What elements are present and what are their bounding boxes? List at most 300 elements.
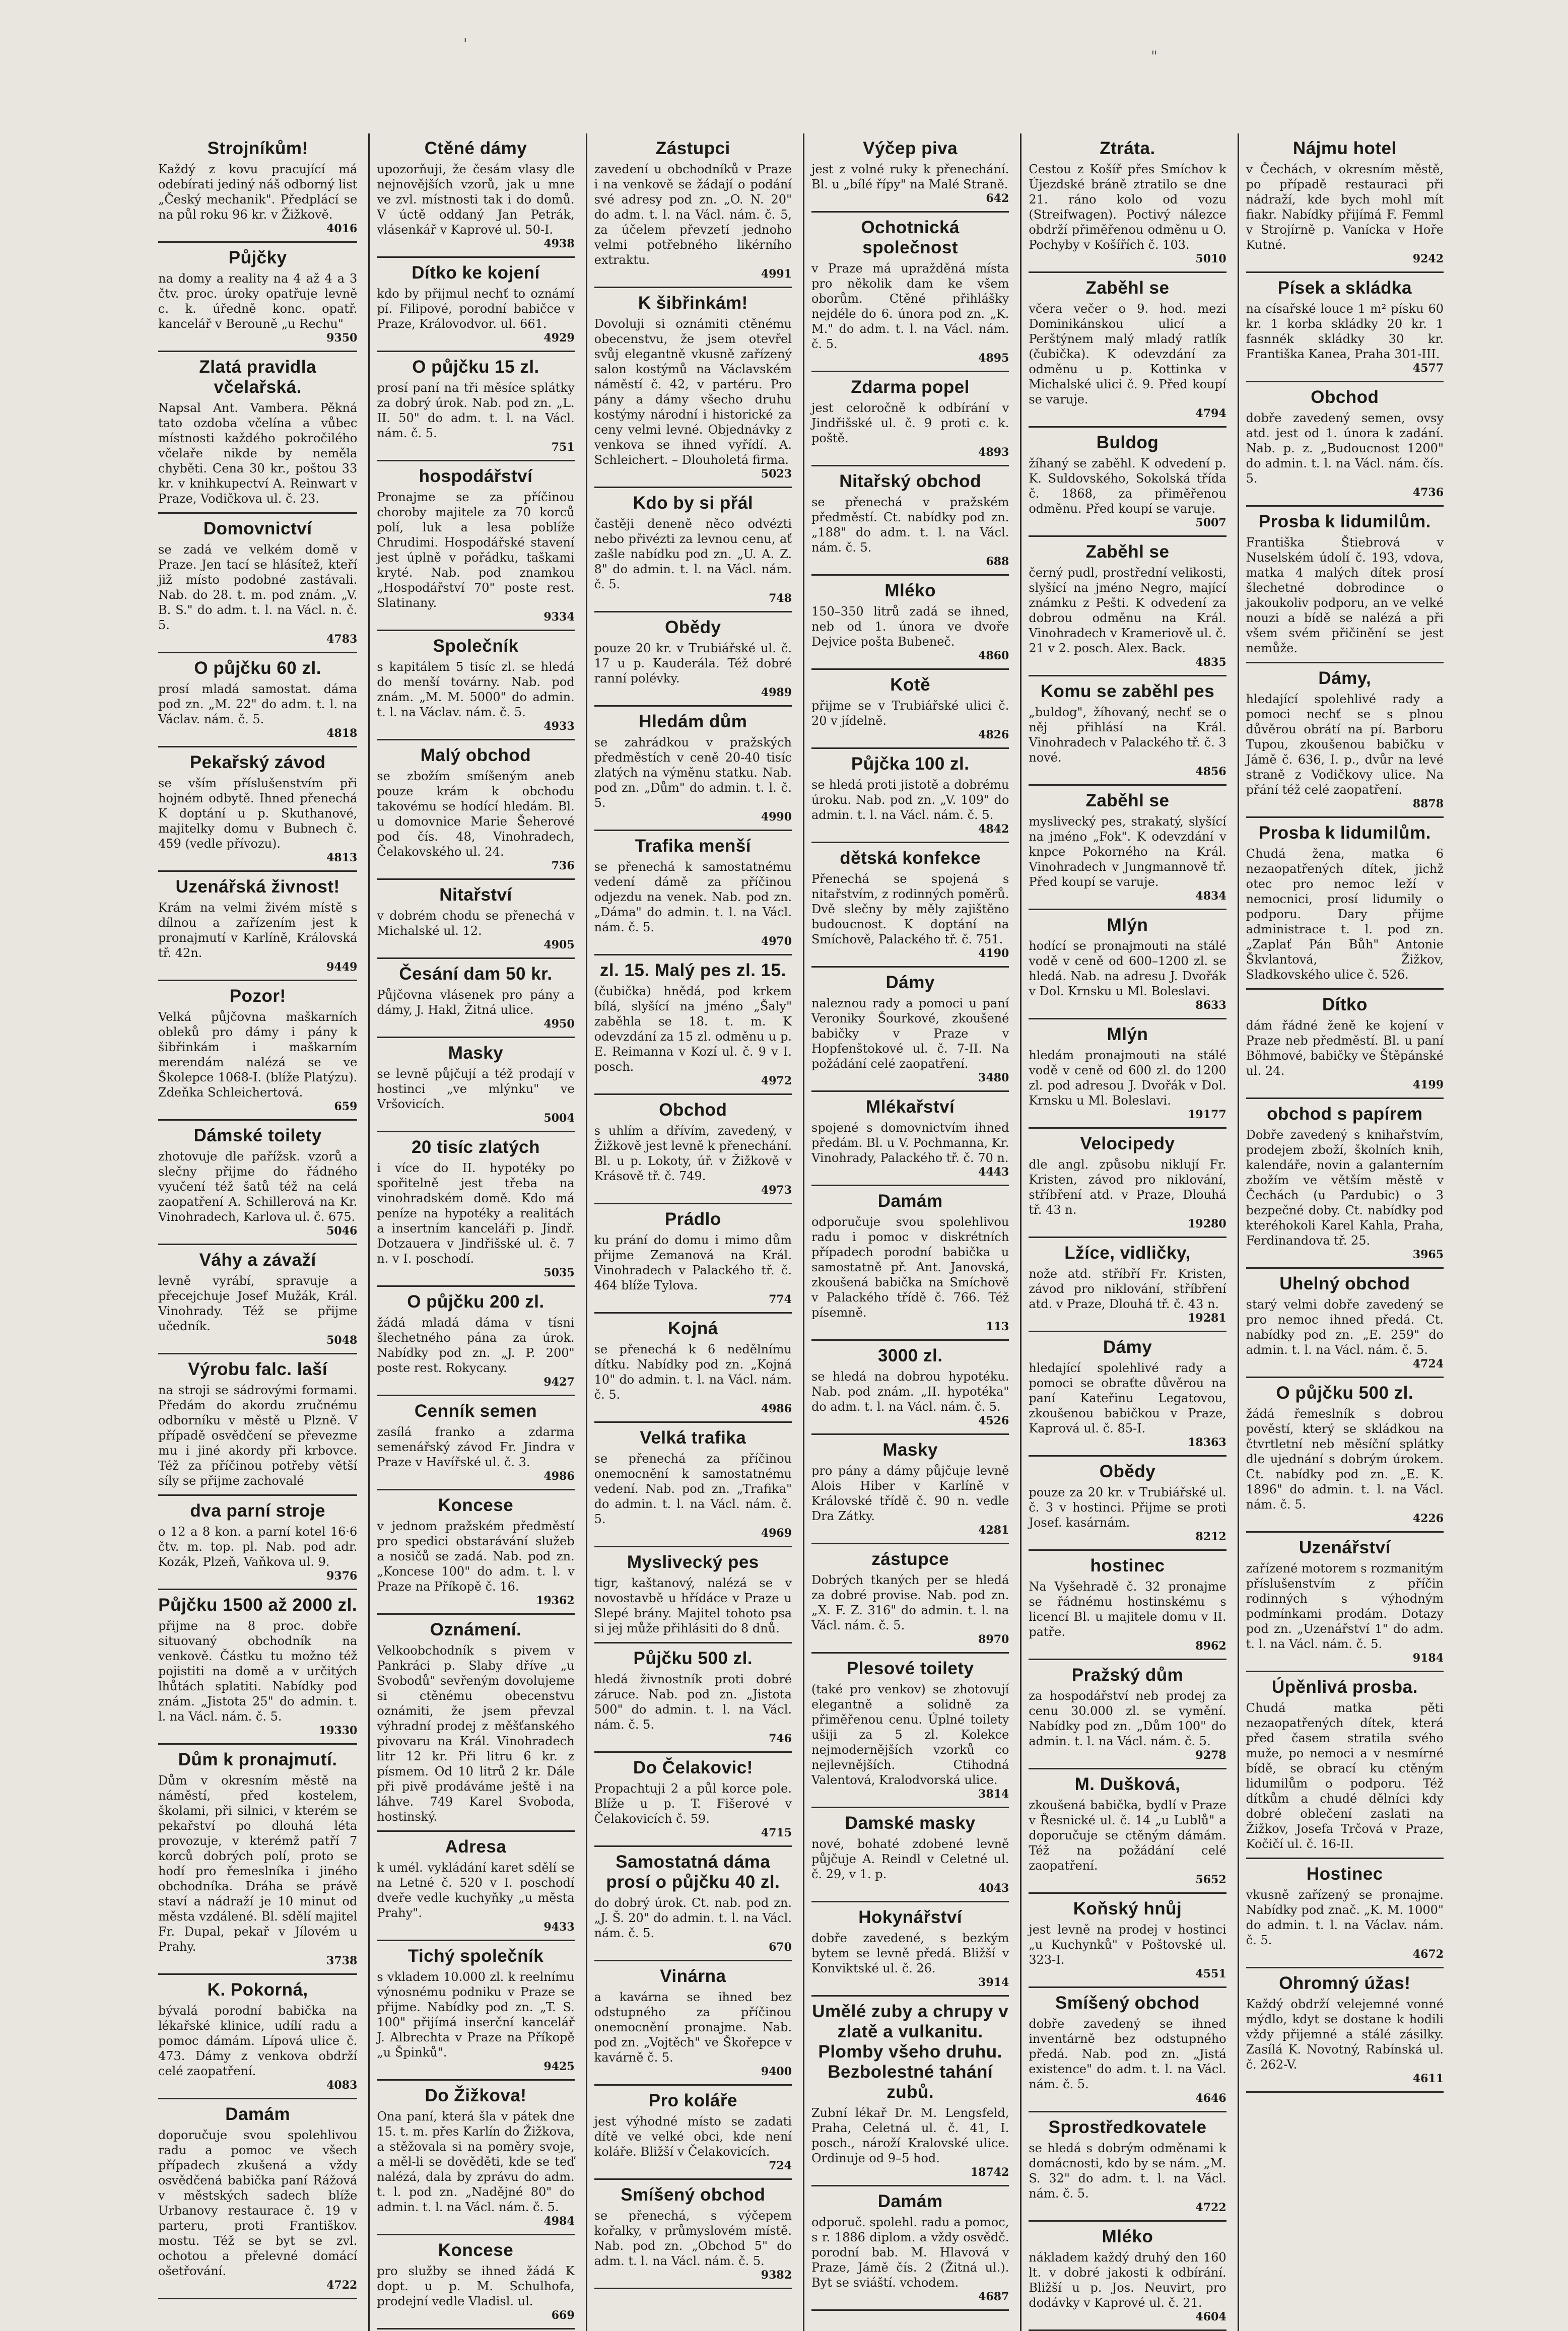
classified-ad <box>377 2235 574 2329</box>
ad-body: se přenechá k samostatnému vedení dámě za příčinou odjezdu na venek. Nab. pod zn. „Dáma" do admin. t. l. na Václ. nám. č. 5. <box>594 860 792 934</box>
ad-heading: Smíšený obchod <box>1055 1993 1200 2013</box>
ad-number: 4611 <box>1412 2072 1444 2085</box>
ad-heading: K šibřinkám! <box>638 293 748 313</box>
ad-heading: Velocipedy <box>1080 1134 1175 1153</box>
classified-ad <box>158 1975 357 2099</box>
ad-body: do dobrý úrok. Ct. nab. pod zn. „J. Š. 20" do admin. t. l. na Václ. nám. č. 5. <box>594 1896 792 1940</box>
ad-heading: Ochotnická společnost <box>861 218 960 257</box>
ad-heading: Dům k pronajmutí. <box>178 1750 337 1769</box>
ad-number: 4986 <box>761 1402 792 1415</box>
classified-ad <box>158 981 357 1121</box>
ad-number: 736 <box>551 859 575 872</box>
ad-number: 4856 <box>1195 765 1226 778</box>
ad-heading: Buldog <box>1096 433 1159 452</box>
ad-number: 9376 <box>326 1569 358 1583</box>
ad-heading: Koňský hnůj <box>1073 1899 1182 1918</box>
classified-ad <box>594 488 792 612</box>
ad-number: 9449 <box>326 961 358 974</box>
ad-body: dobře zavedený semen, ovsy atd. jest od 1. února k zadání. Nab. p. z. „Budoucnost 1200" do admin. t. l. na Václ. nám. čís. 5. <box>1246 411 1444 486</box>
ad-number: 4016 <box>326 222 358 235</box>
ad-body: zhotovuje dle pařížsk. vzorů a slečny přijme do řádného vyučení též šatů též na celá zaopatření A. Schillerová na Kr. Vinohradech, Karlova ul. č. 675. <box>158 1149 358 1224</box>
ad-heading: Uhelný obchod <box>1279 1274 1410 1293</box>
ad-body: se zadá ve velkém domě v Praze. Jen tací se hlásítež, kteří již místo podobné zastávali. Nab. do 28. t. m. pod znám. „V. B. S." do adm. t. l. na Václ. n. č. 5. <box>158 542 358 632</box>
ad-body: se přenechá za příčinou onemocnění k samostatnému vedení. Nab. pod zn. „Trafika" do admin. t. l. na Václ. nám. č. 5. <box>594 1452 792 1526</box>
classified-ad <box>158 653 357 747</box>
ad-number: 5010 <box>1195 252 1226 265</box>
ad-body: doporučuje svou spolehlivou radu a pomoc ve všech případech zkušená a vždy osvědčená babička paní Rážová v městských sadech blíže Urbanovy restaurace č. 19 v parteru, proti Františkov. mostu. Též se byt se zvl. ochotou a přelevné domácí ošetřování. <box>158 2128 358 2278</box>
classified-ad <box>377 631 574 740</box>
ad-number: 4970 <box>761 935 792 948</box>
ad-heading: Hokynářství <box>858 1907 963 1927</box>
ad-body: Františka Štiebrová v Nuselském údolí č. 193, vdova, matka 4 malých dítek prosí šlechetné dobrodince o jakoukoliv podporu, an ve velké nouzi a bídě se nalézá a při všem svém přičinění se jest nemůže. <box>1246 535 1444 655</box>
ad-body: dám řádné ženě ke kojení v Praze neb předměstí. Bl. u paní Böhmové, babičky ve Štěpánské ul. 24. <box>1246 1018 1444 1078</box>
ad-heading: Zaběhl se <box>1085 542 1170 562</box>
ad-body: starý velmi dobře zavedený se pro nemoc ihned předá. Ct. nabídky pod zn. „E. 259" do admin. t. l. na Václ. nám. č. 5. <box>1246 1297 1444 1357</box>
ad-body: Půjčovna vlásenek pro pány a dámy, J. Hakl, Žitná ulice. <box>377 988 575 1017</box>
ad-body: dobře zavedené, s bezkým bytem se levně předá. Bližší v Konviktské ul. č. 26. <box>811 1931 1009 1975</box>
ad-heading: Do Žižkova! <box>425 2086 527 2105</box>
ad-heading: Ctěné dámy <box>424 139 527 158</box>
ad-heading: Nájmu hotel <box>1292 139 1397 158</box>
classified-ad <box>594 612 792 707</box>
ad-number: 4905 <box>543 938 575 951</box>
ad-number: 19330 <box>318 1724 358 1737</box>
newspaper-classifieds-page <box>151 133 1451 2323</box>
ad-number: 3480 <box>978 1071 1009 1084</box>
classified-ad <box>377 461 574 631</box>
ad-heading: Zlatá pravidla včelařská. <box>199 357 316 397</box>
ad-number: 4715 <box>761 1826 792 1839</box>
ad-number: 4226 <box>1412 1512 1444 1525</box>
classified-ad <box>1029 1551 1226 1660</box>
ad-heading: Pražský dům <box>1071 1665 1184 1685</box>
ad-number: 4835 <box>1195 656 1226 669</box>
classified-ad <box>377 1132 574 1287</box>
classified-ad <box>377 1287 574 1396</box>
classified-ad <box>377 133 574 258</box>
classified-ad <box>158 872 357 981</box>
ad-heading: Do Čelakovic! <box>633 1758 753 1777</box>
ad-heading: Umělé zuby a chrupy v zlatě a vulkanitu. Plomby všeho druhu. Bezbolestné tahání zubů. <box>812 2002 1009 2102</box>
ad-body: přijme na 8 proc. dobře situovaný obchodník na venkově. Částku tu možno též pojistiti na domě a v určitých lhůtách splatiti. Nabídky pod znám. „Jistota 25" do admin. t. l. na Václ. nám. č. 5. <box>158 1619 358 1724</box>
ad-body: Ona paní, která šla v pátek dne 15. t. m. přes Karlín do Žižkova, a stěžovala si na poměry svoje, a měl-li se dověděti, kde se teď nalézá, dala by zprávu do adm. t. l. pod zn. „Nadějné 80" do admin. t. l. na Václ. nám. č. 5. <box>377 2109 575 2214</box>
ad-heading: K. Pokorná, <box>207 1980 308 2000</box>
ad-heading: Mléko <box>1102 2227 1153 2246</box>
ad-number: 8878 <box>1412 797 1444 810</box>
classified-ad <box>1029 133 1226 273</box>
ad-number: 4834 <box>1195 889 1226 903</box>
ad-heading: Pro koláře <box>648 2091 737 2110</box>
classified-ad <box>1029 428 1226 537</box>
ad-heading: Lžíce, vidličky, <box>1064 1243 1191 1263</box>
ad-body: prosí mladá samostat. dáma pod zn. „M. 22" do adm. t. l. na Václav. nám. č. 5. <box>158 682 358 726</box>
ad-number: 4672 <box>1412 1948 1444 1961</box>
classified-ad <box>1246 663 1444 818</box>
classified-ad <box>1029 786 1226 910</box>
ad-body: jest celoročně k odbírání v Jindřišské ul. č. 9 proti c. k. poště. <box>811 401 1009 445</box>
ad-body: nože atd. stříbří Fr. Kristen, závod pro niklování, stříbření atd. v Praze, Dlouhá tř. č. 43 n. <box>1029 1267 1226 1311</box>
ad-body: v jednom pražském předměstí pro spedici obstarávání služeb a nosičů se zadá. Nab. pod zn. „Koncese 100" do adm. t. l. v Praze na Příkopě č. 16. <box>377 1519 575 1594</box>
ad-body: hledající spolehlivé rady a pomoci nechť se s plnou důvěrou obrátí na pí. Barboru Tupou, zkoušenou babičku v Jámě č. 636, I. p., dvůr na levé straně z Vodičkovy ulice. Na přání též celé zaopatření. <box>1246 692 1444 797</box>
ad-number: 4604 <box>1195 2310 1226 2323</box>
ad-body: ku prání do domu i mimo dům přijme Zemanová na Král. Vinohradech v Palackého tř. č. 464 blíže Tylova. <box>594 1233 792 1292</box>
classified-ad <box>811 133 1009 213</box>
ad-body: žádá mladá dáma v tísni šlechetného pána za úrok. Nabídky pod zn. „J. P. 200" poste rest. Rokycany. <box>377 1316 575 1375</box>
classified-ad <box>158 352 357 514</box>
ad-body: zkoušená babička, bydlí v Praze v Řesnické ul. č. 14 „u Lublů" a doporučuje se ctěným dámám. Též na požádání celé zaopatření. <box>1029 1798 1226 1873</box>
ad-body: se přenechá k 6 nedělnímu dítku. Nabídky pod zn. „Kojná 10" do admin. t. l. na Václ. nám. č. 5. <box>594 1342 792 1402</box>
ad-number: 4973 <box>761 1184 792 1197</box>
ad-number: 4990 <box>761 810 792 824</box>
ad-body: se vším příslušenstvím při hojném odbytě. Ihned přenechá K doptání u p. Skuthanové, majitelky domu v Bubnech č. 459 (vedle přívozu). <box>158 776 358 851</box>
ad-heading: Malý obchod <box>420 745 531 765</box>
ad-heading: Výrobu falc. laší <box>188 1359 328 1379</box>
classified-ad <box>811 1092 1009 1186</box>
ad-body: Každý z kovu pracující má odebírati jediný náš odborný list „Český mechanik". Předplácí se na půl roku 96 kr. v Žižkově. <box>158 162 358 222</box>
ad-body: se přenechá, s výčepem kořalky, v průmyslovém místě. Nab. pod zn. „Obchod 5" do adm. t. l. na Václ. nám. č. 5. <box>594 2209 792 2268</box>
classified-ad <box>594 1423 792 1547</box>
ad-body: dobře zavedený se ihned inventárně bez odstupného předá. Nab. pod zn. „Jistá existence" do adm. t. l. na Václ. nám. č. 5. <box>1029 2017 1226 2091</box>
ad-body: na císařské louce 1 m² písku 60 kr. 1 korba skládky 20 kr. 1 fasnnék skládky 30 kr. Františka Kanea, Praha 301-III. <box>1246 302 1444 361</box>
ad-body: Přenechá se spojená s nitařstvím, z rodinných poměrů. Dvě slečny by měly zajištěno budoucnost. K doptání na Smíchově, Palackého tř. č. 751. <box>811 872 1009 946</box>
ad-body: vkusně zařízený se pronajme. Nabídky pod znač. „K. M. 1000" do admin. t. l. na Václav. nám. č. 5. <box>1246 1888 1444 1947</box>
ad-body: v Čechách, v okresním městě, po případě restauraci při nádraží, kde bych mohl mít fiakr. Nabídky přijímá F. Femml v Strojírně p. Vanícka v Hoře Kutné. <box>1246 162 1444 252</box>
classified-ad <box>811 1435 1009 1544</box>
ad-body: prosí paní na tři měsíce splátky za dobrý úrok. Nab. pod zn. „L. II. 50" do adm. t. l. na Václ. nám. č. 5. <box>377 381 575 440</box>
ad-body: hledá živnostník proti dobré záruce. Nab. pod zn. „Jistota 500" do admin. t. l. na Václ. nám. č. 5. <box>594 1672 792 1732</box>
classified-ad <box>811 466 1009 576</box>
classified-ad <box>811 576 1009 670</box>
classified-ad <box>1029 1769 1226 1894</box>
ad-heading: Úpěnlivá prosba. <box>1271 1677 1418 1697</box>
ad-number: 8962 <box>1195 1639 1226 1653</box>
ad-number: 4724 <box>1412 1357 1444 1370</box>
classified-ad <box>1029 273 1226 428</box>
ad-body: nové, bohaté zdobené levně půjčuje A. Reindl v Celetné ul. č. 29, v 1. p. <box>811 1837 1009 1881</box>
ad-body: myslivecký pes, strakatý, slyšící na jméno „Fok". K odevzdání v knpce Pokorného na Král. Vinohradech v Jungmannově tř. Před koupí se varuje. <box>1029 814 1226 889</box>
ad-heading: Ztráta. <box>1100 139 1155 158</box>
classified-ad <box>1029 1238 1226 1332</box>
ad-number: 4551 <box>1195 1967 1226 1980</box>
ad-body: upozorňuji, že česám vlasy dle nejnovějších vzorů, jak u mne ve zvl. místnosti tak i do domů. V úctě oddaný Jan Petrák, vlásenkář v Kaprové ul. 50-I. <box>377 162 575 237</box>
ad-body: (také pro venkov) se zhotovují elegantně a solidně za přiměřenou cenu. Úplné toilety ušiji za 5 zl. Kolekce nejmodernějších vzorků co nejlevnějších. Ctihodná Valentová, Kralodvorská ulice. <box>811 1682 1009 1787</box>
ad-heading: Plesové toilety <box>846 1659 974 1678</box>
ad-heading: Zástupci <box>655 139 730 158</box>
classified-ad <box>594 1204 792 1314</box>
ad-body: Krám na velmi živém místě s dílnou a zařízením jest k pronajmutí v Karlíně, Královská tř. 42n. <box>158 901 358 960</box>
ad-heading: Kotě <box>890 675 931 695</box>
ad-body: žíhaný se zaběhl. K odvedení p. K. Suldovského, Sokolská třída č. 1868, za přiměřenou odměnu. Před koupí se varuje. <box>1029 456 1226 516</box>
ad-number: 4895 <box>978 352 1009 365</box>
ad-heading: Pekařský závod <box>189 752 326 772</box>
ad-body: pro služby se ihned žádá K dopt. u p. M. Schulhofa, prodejní vedle Vladisl. ul. <box>377 2264 575 2308</box>
ad-number: 4950 <box>543 1017 575 1031</box>
ad-number: 4826 <box>978 728 1009 741</box>
ad-heading: Ohromný úžas! <box>1279 1973 1411 1993</box>
classified-ad <box>811 670 1009 749</box>
ad-number: 9400 <box>761 2065 792 2078</box>
classified-ad <box>811 749 1009 843</box>
classified-ad <box>811 372 1009 466</box>
ad-heading: Komu se zaběhl pes <box>1040 681 1215 701</box>
ad-body: s uhlím a dřívím, zavedený, v Žižkově jest levně k přenechání. Bl. u p. Lokoty, úř. v Žižkově v Krásově tř. č. 749. <box>594 1124 792 1183</box>
classified-ad <box>158 1745 357 1975</box>
ad-heading: Nitařství <box>439 885 512 905</box>
ad-number: 18363 <box>1188 1436 1226 1449</box>
ad-body: přijme se v Trubiářské ulici č. 20 v jídelně. <box>811 699 1009 728</box>
ad-number: 4687 <box>978 2290 1009 2303</box>
ad-heading: Trafika menší <box>635 836 751 856</box>
classified-ad <box>594 1753 792 1847</box>
classified-ad <box>1029 910 1226 1019</box>
ad-body: v Praze má upražděná místa pro několik dam ke všem oborům. Ctěné přihlášky nejdéle do 6. února pod zn. „K. M." do adm. t. l. na Václ. nám. č. 5. <box>811 261 1009 351</box>
column-1 <box>151 133 364 2331</box>
ad-body: Cestou z Košíř přes Smíchov k Újezdské bráně ztratilo se dne 21. ráno kolo od vozu (Streifwagen). Poctivý nálezce obdrží přiměřenou odměnu u O. Pochyby v Košířích č. 103. <box>1029 162 1226 252</box>
ad-number: 4842 <box>978 822 1009 836</box>
classified-ad <box>377 740 574 880</box>
ad-heading: O půjčku 500 zl. <box>1276 1383 1414 1403</box>
ad-heading: dva parní stroje <box>190 1501 325 1521</box>
ad-body: se přenechá v pražském předměstí. Ct. nabídky pod zn. „188" do adm. t. l. na Václ. nám. č. 5. <box>811 495 1009 555</box>
classified-ad <box>1029 1332 1226 1457</box>
ad-body: levně vyrábí, spravuje a přecejchuje Josef Mužák, Král. Vinohrady. Též se přijme učedník. <box>158 1274 358 1333</box>
classified-ad <box>1246 1859 1444 1968</box>
ad-number: 4043 <box>978 1882 1009 1895</box>
ad-body: a kavárna se ihned bez odstupného za příčinou onemocnění pronajme. Nab. pod zn. „Vojtěch" ve Škořepce v kavárně č. 5. <box>594 1990 792 2065</box>
ad-heading: Damám <box>877 2191 943 2211</box>
classified-ad <box>158 1496 357 1590</box>
ad-body: zasílá franko a zdarma semenářský závod Fr. Jindra v Praze v Havířské ul. č. 3. <box>377 1425 575 1469</box>
ad-heading: Výčep piva <box>863 139 958 158</box>
ad-body: o 12 a 8 kon. a parní kotel 16·6 čtv. m. top. pl. Nab. pod adr. Kozák, Plzeň, Vaňkova ul. 9. <box>158 1525 358 1569</box>
ad-heading: Obědy <box>665 618 721 637</box>
classified-ad <box>377 352 574 461</box>
ad-body: hodící se pronajmouti na stálé vodě v ceně od 600–1200 zl. se hledá. Nab. na adresu J. Dvořák v Dol. Krnsku u Ml. Boleslavi. <box>1029 939 1226 998</box>
classified-ad <box>811 1808 1009 1902</box>
classified-ad <box>1246 133 1444 273</box>
ad-number: 4986 <box>543 1470 575 1483</box>
classified-ad <box>594 2180 792 2289</box>
ad-heading: Dámy <box>885 973 935 992</box>
ad-heading: Dítko <box>1322 995 1368 1014</box>
ad-body: Na Vyšehradě č. 32 pronajme se řádnému hostinskému s licencí Bl. u majitele domu v II. patře. <box>1029 1580 1226 1639</box>
ad-heading: Dámské toilety <box>193 1126 322 1145</box>
ad-body: zavedení u obchodníků v Praze i na venkově se žádají o podání své adresy pod zn. „O. N. 20" do adm. t. l. na Václ. nám. č. 5, za účelem převzetí jednoho velmi potřebného likérního extraktu. <box>594 162 792 267</box>
ad-body: za hospodářství neb prodej za cenu 30.000 zl. se vymění. Nabídky pod zn. „Dům 100" do admin. t. l. na Václ. nám. č. 5. <box>1029 1689 1226 1748</box>
ad-body: se zahrádkou v pražských předměstích v ceně 20-40 tisíc zlatých na výměnu statku. Nab. pod zn. „Dům" do admin. t. l. č. 5. <box>594 735 792 810</box>
ad-heading: hostinec <box>1090 1556 1165 1575</box>
ad-number: 8633 <box>1195 999 1226 1012</box>
ad-heading: Vinárna <box>660 1966 726 1986</box>
classified-ad <box>1029 676 1226 786</box>
ad-number: 5023 <box>761 467 792 481</box>
ad-heading: Půjčky <box>228 248 287 267</box>
ad-number: 8970 <box>978 1633 1009 1646</box>
ad-number: 4526 <box>978 1414 1009 1427</box>
classified-ad <box>811 1902 1009 1997</box>
ad-heading: zástupce <box>871 1549 949 1569</box>
classified-ad <box>1029 1129 1226 1238</box>
ad-body: „buldog", žíhovaný, nechť se o něj přihlásí na Král. Vinohradech v Palackého tř. č. 3 nové. <box>1029 705 1226 765</box>
ad-body: odporuč. spolehl. radu a pomoc, s r. 1886 diplom. a vždy osvědč. porodní bab. M. Hlavová v Praze, Jámě čís. 2 (Žitná ul.). Byt se sviáští. vchodem. <box>811 2215 1009 2290</box>
classified-ad <box>1246 1269 1444 1378</box>
ad-heading: Damské masky <box>845 1813 976 1833</box>
ad-heading: Koncese <box>438 2240 514 2260</box>
ad-heading: Hostinec <box>1306 1864 1383 1884</box>
classified-ad <box>158 1590 357 1745</box>
ad-heading: O půjčku 15 zl. <box>412 357 539 377</box>
ad-body: nákladem každý druhý den 160 lt. v dobré jakosti k odbírání. Bližší u p. Jos. Neuvirt, pro dodávky v Kaprové ul. č. 21. <box>1029 2250 1226 2310</box>
ad-number: 5652 <box>1195 1873 1226 1886</box>
ad-number: 9242 <box>1412 252 1444 265</box>
classified-ad <box>594 288 792 488</box>
classified-ad <box>594 1547 792 1643</box>
ad-number: 4893 <box>978 446 1009 459</box>
classified-ad <box>1029 2222 1226 2331</box>
classified-ad <box>1246 990 1444 1099</box>
classified-ad <box>1029 537 1226 676</box>
ad-body: jest výhodné místo se zadati dítě ve velké obci, kde není koláře. Bližší v Čelakovicích. <box>594 2114 792 2159</box>
ad-body: Velkoobchodník s pivem v Pankráci p. Slaby dříve „u Svobodů" sevřeným dovolujeme si ctěnému obecenstvu oznámiti, že jsem převzal výhradní prodej z měšťanského pivovaru na Král. Vinohradech litr 12 kr. Při litru 6 kr. z písmem. Od 10 litrů 2 kr. Dále při pivě prodáváme ještě i na láhve. 749 Karel Svoboda, hostinský. <box>377 1643 575 1824</box>
ad-heading: Prosba k lidumilům. <box>1258 823 1431 843</box>
ad-number: 4736 <box>1412 486 1444 499</box>
ad-number: 5046 <box>326 1224 358 1238</box>
ad-heading: Smíšený obchod <box>621 2185 766 2205</box>
ad-heading: Koncese <box>438 1495 514 1515</box>
classified-ad <box>1246 818 1444 990</box>
ad-number: 5004 <box>543 1112 575 1125</box>
classified-ad <box>1246 1378 1444 1533</box>
ad-body: dle angl. způsobu niklují Fr. Kristen, závod pro niklování, stříbření atd. v Praze, Dlouhá tř. 43 n. <box>1029 1157 1226 1217</box>
ad-body: Dovoluji si oznámiti ctěnému obecenstvu, že jsem otevřel svůj elegantně vkusně zařízený salon kostýmů na Václavském náměstí č. 42, v partéru. Pro pány a dámy všecho druhu kostýmy národní i historické za ceny velmi levné. Objednávky z venkova se ihned vyřídí. A. Schleichert. – Dlouholetá firma. <box>594 317 792 467</box>
ad-heading: O půjčku 60 zl. <box>194 658 321 678</box>
ad-number: 4813 <box>326 851 358 864</box>
ad-body: bývalá porodní babička na lékařské klinice, udílí radu a pomoc dámám. Lípová ulice č. 473. Dámy z venkova obdrží celé zaopatření. <box>158 2004 358 2078</box>
classified-ad <box>377 258 574 352</box>
ad-body: Dobrých tkaných per se hledá za dobré provise. Nab. pod zn. „X. F. Z. 316" do admin. t. l. na Václ. nám. č. 5. <box>811 1573 1009 1632</box>
ad-number: 19281 <box>1188 1312 1226 1325</box>
ad-body: Velká půjčovna maškarních obleků pro dámy i pány k šibřinkám i maškarním merendám nalézá se ve Školepce 1068-I. (blíže Platýzu). Zdeňka Schleichertová. <box>158 1010 358 1100</box>
ad-heading: Uzenářská živnost! <box>175 877 340 897</box>
ad-body: pouze za 20 kr. v Trubiářské ul. č. 3 v hostinci. Přijme se proti Josef. kasárnám. <box>1029 1485 1226 1530</box>
ad-heading: obchod s papírem <box>1267 1104 1423 1124</box>
ad-number: 4794 <box>1195 407 1226 420</box>
ad-body: na stroji se sádrovými formami. Předám do akordu zručnému odborníku v městě u Plzně. V případě osvědčení se převezme mu i jiné akordy při krbovce. Též za příčinou potřeby větší síly se přijme zachovalé <box>158 1383 358 1488</box>
ad-number: 4929 <box>543 331 575 345</box>
ad-heading: M. Dušková, <box>1074 1774 1181 1794</box>
classified-ad <box>377 1396 574 1490</box>
classified-ad <box>594 1643 792 1753</box>
ad-number: 4083 <box>326 2079 358 2092</box>
ad-heading: Prosba k lidumilům. <box>1258 512 1431 531</box>
ad-number: 4577 <box>1412 362 1444 375</box>
ad-heading: Pozor! <box>229 986 286 1006</box>
classified-ad <box>811 1186 1009 1341</box>
classified-ad <box>594 1314 792 1423</box>
classified-ad <box>377 959 574 1038</box>
ad-heading: Obchod <box>659 1100 727 1120</box>
ad-body: častěji deneně něco odvézti nebo přivézti za levnou cenu, ať zašle nabídku pod zn. „U. A. Z. 8" do admin. t. l. na Václ. nám. č. 5. <box>594 517 792 591</box>
ad-body: se hledá proti jistotě a dobrému úroku. Nab. pod zn. „V. 109" do admin. t. l. na Václ. nám. č. 5. <box>811 778 1009 822</box>
ad-body: se zbožím smíšeným aneb pouze krám k obchodu takovému se hodící hledám. Bl. u domovnice Marie Šeherové pod čís. 48, Vinohradech, Čelakovského ul. 24. <box>377 769 575 859</box>
ad-body: žádá řemeslník s dobrou pověstí, který se skládkou na čtvrtletní neb měsíční splátky dle ujednání s dobrým úrokem. Ct. nabídky pod zn. „E. K. 1896" do admin. t. l. na Václ. nám. č. 5. <box>1246 1407 1444 1512</box>
classified-ad <box>377 1615 574 1832</box>
ad-heading: Mlékařství <box>866 1097 955 1117</box>
ad-heading: Prádlo <box>664 1209 721 1229</box>
ad-number: 9425 <box>543 2060 575 2073</box>
classified-ad <box>1246 1099 1444 1269</box>
column-3 <box>586 133 799 2331</box>
classified-ad <box>594 707 792 831</box>
ad-heading: Damám <box>877 1191 943 1211</box>
ad-body: Chudá žena, matka 6 nezaopatřených dítek, jichž otec pro nemoc leží v nemocnici, prosí lidumily o podporu. Dary přijme administrace t. l. pod zn. „Zaplať Pán Bůh" Antonie Škvlantová, Žižkov, Sladkovského ulice č. 526. <box>1246 847 1444 982</box>
classified-ad <box>1029 2112 1226 2222</box>
ad-number: 4938 <box>543 237 575 250</box>
ad-heading: Písek a skládka <box>1277 278 1412 298</box>
classified-ad <box>811 1544 1009 1654</box>
classified-ad <box>594 955 792 1095</box>
ad-heading: Myslivecký pes <box>627 1552 759 1572</box>
ad-heading: Kojná <box>667 1319 718 1338</box>
ad-number: 5035 <box>543 1266 575 1279</box>
classified-ad <box>377 880 574 959</box>
ad-body: Zubní lékař Dr. M. Lengsfeld, Praha, Celetná ul. č. 41, I. posch., nároží Kralovské ulice. Ordinuje od 9–5 hod. <box>811 2106 1009 2165</box>
classified-ad <box>1029 1457 1226 1551</box>
ad-number: 4933 <box>543 720 575 733</box>
classified-ad <box>811 213 1009 372</box>
ad-body: v dobrém chodu se přenechá v Michalské ul. 12. <box>377 909 575 938</box>
ad-number: 688 <box>986 555 1009 568</box>
ad-heading: Dámy, <box>1318 668 1372 688</box>
stray-mark: " <box>1151 48 1157 64</box>
classified-ad <box>158 243 357 352</box>
ad-heading: Obědy <box>1099 1462 1156 1481</box>
classified-ad <box>158 514 357 653</box>
classified-ad <box>1246 273 1444 382</box>
classified-ad <box>1029 1019 1226 1129</box>
ad-heading: Zdarma popel <box>851 377 970 397</box>
classified-ad <box>377 2081 574 2235</box>
ad-heading: 3000 zl. <box>877 1346 943 1365</box>
classified-ad <box>1029 1988 1226 2112</box>
ad-number: 3738 <box>326 1954 358 1967</box>
classified-ad <box>1029 1660 1226 1769</box>
ad-body: Dům v okresním městě na náměstí, před kostelem, školami, při silnici, v kterém se pekařství po dlouhá léta provozuje, v kterémž patří 7 korců dobrých polí, proto se hodí pro řemeslníka i jiného obchodníka. Dráha se právě staví a nádraží je 10 minut od města vzdálené. Bl. sdělí majitel Fr. Dupal, pekař v Jílovém u Prahy. <box>158 1773 358 1954</box>
ad-heading: Hledám dům <box>639 712 747 731</box>
ad-heading: Mléko <box>884 581 936 600</box>
ad-heading: Adresa <box>445 1837 507 1857</box>
stray-mark: ' <box>463 35 467 52</box>
ad-number: 5007 <box>1195 516 1226 529</box>
ad-number: 3814 <box>978 1788 1009 1801</box>
ad-number: 9427 <box>543 1376 575 1389</box>
ad-body: tigr, kaštanový, nalézá se v novostavbě u hřídáce v Praze u Slepé brány. Majitel tohoto psa si jej může přihlásiti do 8 dnů. <box>594 1576 792 1635</box>
ad-heading: Kdo by si přál <box>633 493 754 513</box>
ad-number: 5048 <box>326 1334 358 1347</box>
ad-heading: Masky <box>448 1043 504 1063</box>
classified-ad <box>811 843 1009 968</box>
classified-ad <box>158 133 357 243</box>
ad-heading: Uzenářství <box>1299 1538 1391 1557</box>
classified-ad <box>811 1997 1009 2186</box>
ad-body: kdo by přijmul nechť to oznámí pí. Filipové, porodní babičce v Praze, Královodvor. ul. 661. <box>377 287 575 331</box>
classified-ad <box>158 747 357 872</box>
ad-body: na domy a reality na 4 až 4 a 3 čtv. proc. úroky opatřuje levně c. k. úředně konc. opatř. kancelář v Berouně „u Rechu" <box>158 271 358 331</box>
ad-heading: Damám <box>225 2104 291 2124</box>
ad-number: 4443 <box>978 1166 1009 1179</box>
ad-number: 774 <box>769 1293 792 1306</box>
ad-heading: Cenník semen <box>414 1401 537 1421</box>
